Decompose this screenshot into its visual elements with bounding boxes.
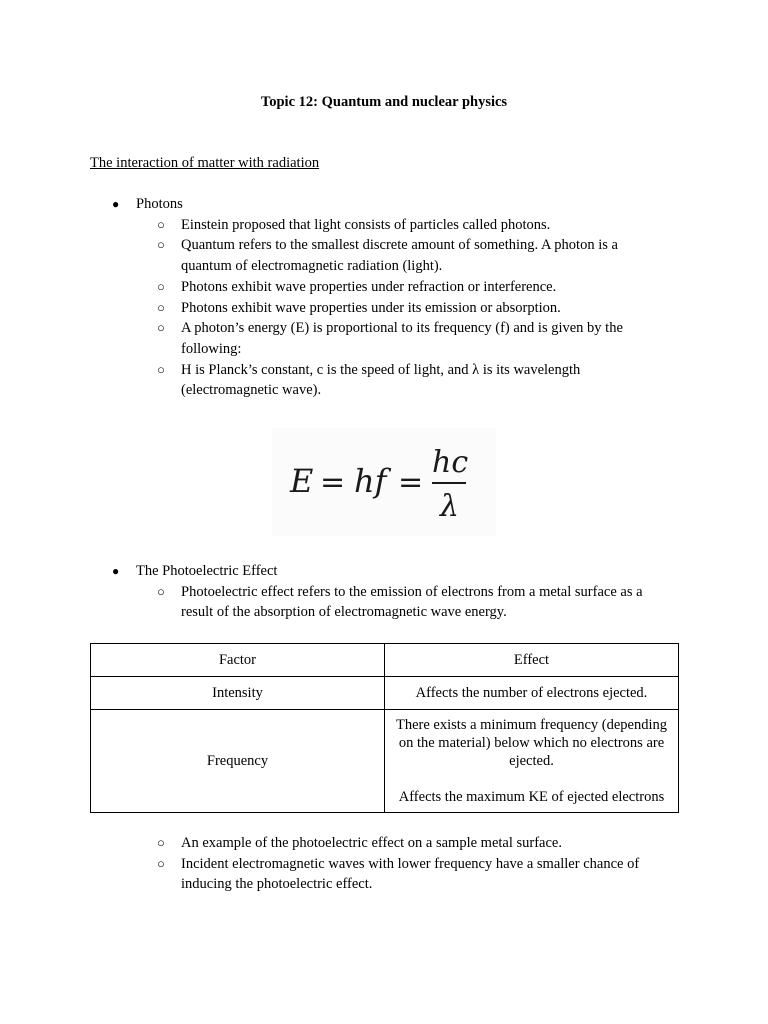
list-item [0,582,768,623]
sub-bullet-icon: ○ [157,278,165,294]
bullet-photoelectric [0,561,768,582]
bullet-label: The Photoelectric Effect [136,563,278,579]
list-item [0,833,768,854]
sub-bullet-icon: ○ [157,855,165,871]
list-item [0,318,768,359]
photon-energy-formula [272,428,496,536]
cell-effect [385,710,679,813]
sub-bullet-icon: ○ [157,320,165,336]
photoelectric-section [0,561,768,623]
formula-image [272,428,496,536]
list-item [0,277,768,298]
list-item-text: A photon’s energy (E) is proportional to its frequency (f) and is given by the following: [181,320,623,357]
bullet-label: Photons [136,196,183,212]
list-item-text: Photons exhibit wave properties under refraction or interference. [181,278,557,295]
sub-bullet-icon: ○ [157,361,165,377]
bullet-dot-icon: ● [112,564,120,578]
formula-e: E [290,462,314,500]
header-effect: Effect [385,644,679,677]
sub-bullet-icon: ○ [157,835,165,850]
cell-factor: Frequency [91,710,385,813]
cell-effect: Affects the number of electrons ejected. [385,677,679,710]
list-item [0,360,768,401]
table-header-row [91,644,679,677]
list-item-text: An example of the photoelectric effect on a sample metal surface. [181,835,562,851]
photoelectric-notes [0,833,768,895]
list-item-text: H is Planck’s constant, c is the speed of light, and λ is its wavelength (electromagnetic wave). [181,361,581,399]
sub-bullet-icon: ○ [157,216,165,232]
cell-effect-line: There exists a minimum frequency (depending on the material) below which no electrons are ejected. [396,717,667,769]
photoelectric-factors-table [90,643,679,813]
photons-section [0,194,768,401]
list-item [0,854,768,895]
list-item-text: Einstein proposed that light consists of particles called photons. [181,216,551,233]
table-row [91,677,679,710]
list-item-text: Incident electromagnetic waves with lower frequency have a smaller chance of inducing the photoelectric effect. [181,855,640,893]
sub-bullet-icon: ○ [157,583,165,599]
list-item-text: Photons exhibit wave properties under its emission or absorption. [181,299,561,316]
cell-effect-line: Affects the maximum KE of ejected electrons [398,789,665,805]
list-item-text: Quantum refers to the smallest discrete amount of something. A photon is a quantum of electromagnetic radiation (light). [181,237,618,275]
bullet-dot-icon: ● [112,197,120,211]
sub-bullet-icon: ○ [157,299,165,315]
formula-denominator: λ [440,489,460,524]
formula-equals-1: = [320,465,346,500]
list-item [0,298,768,319]
list-item [0,215,768,236]
sub-bullet-icon: ○ [157,237,165,253]
section-heading: The interaction of matter with radiation [90,155,320,171]
formula-hf: hf [354,462,387,500]
cell-factor: Intensity [91,677,385,710]
header-factor: Factor [91,644,385,677]
formula-numerator: hc [432,445,469,480]
list-item [0,235,768,276]
formula-equals-2: = [398,465,424,500]
list-item-text: Photoelectric effect refers to the emission of electrons from a metal surface as a result of the absorption of electromagnetic wave energy. [181,583,643,621]
document-title: Topic 12: Quantum and nuclear physics [260,94,508,110]
table-row [91,710,679,813]
bullet-photons [0,194,768,215]
